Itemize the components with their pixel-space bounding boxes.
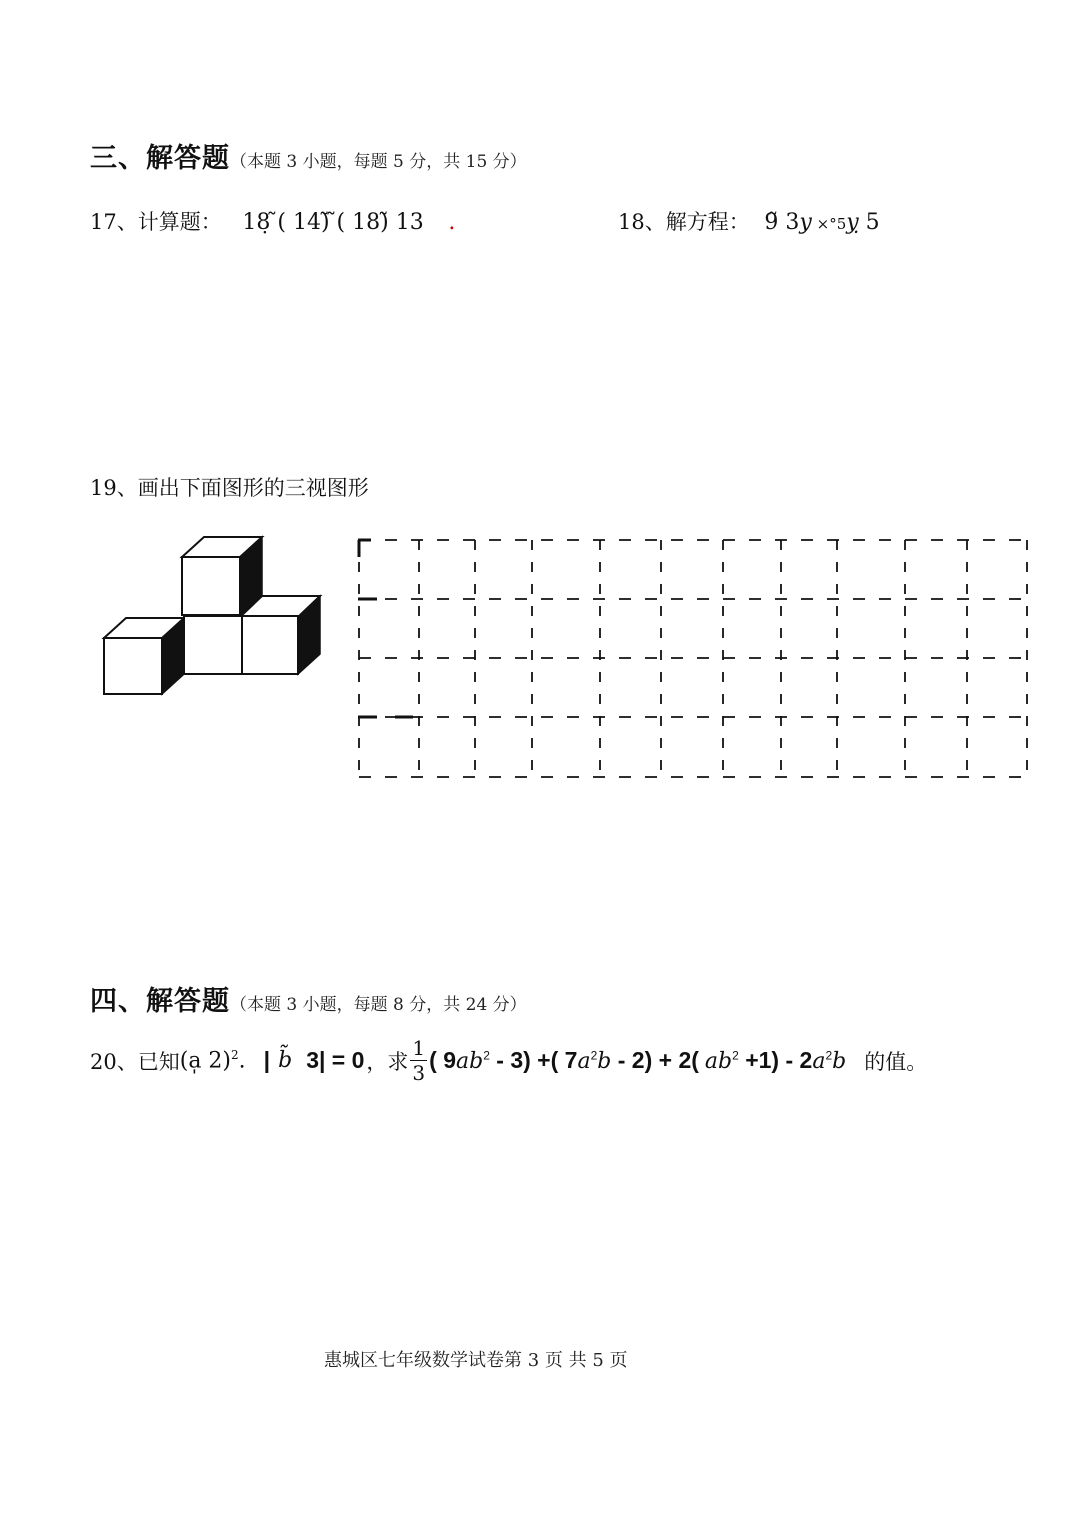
page-footer: 惠城区七年级数学试卷第 3 页 共 5 页 [324, 1350, 628, 1371]
grid-horizontal-lines [359, 540, 1029, 777]
q20-expression [429, 1047, 846, 1074]
q20-part1: (a̩ 2) [179, 1048, 232, 1074]
right-cube-front-face [242, 616, 298, 674]
grid-vertical-lines [359, 540, 1027, 780]
section-4-note: （本题 3 小题，每题 8 分，共 24 分） [230, 995, 527, 1015]
question-18 [618, 206, 880, 236]
dashed-grid [355, 535, 1031, 785]
q20-a: a [577, 1049, 591, 1074]
section-3-header [90, 136, 527, 175]
q20-b2: b [832, 1049, 847, 1074]
question-17-expression: 18̣ ̃( 14)̃ ̃( 18)̃ 13 [242, 210, 424, 235]
q20-b: b [597, 1049, 612, 1074]
left-cube-front-face [104, 638, 162, 694]
q20-ab2: ab [704, 1049, 733, 1074]
question-19-label: 19、画出下面图形的三视图形 [90, 476, 369, 500]
q20-ab: ab [456, 1049, 484, 1074]
section-3-title: 三、解答题 [90, 143, 230, 174]
q20-expr-d: +1) - 2 [738, 1047, 813, 1073]
q20-a2: a [812, 1049, 826, 1074]
q20-sq3: 2 [590, 1048, 598, 1063]
question-20 [90, 1036, 927, 1085]
q20-frac-den: 3 [412, 1061, 426, 1085]
grid-corner-marks [358, 540, 413, 717]
q20-sq: 2 [231, 1047, 239, 1062]
q20-condition-square [180, 1048, 246, 1073]
q20-fraction [410, 1036, 427, 1085]
cube-figure [100, 532, 325, 698]
question-17-label: 17、计算题： [90, 210, 222, 234]
q20-sq5: 2 [825, 1048, 833, 1063]
section-4-title: 四、解答题 [90, 986, 230, 1017]
q18-suffix: 5 [858, 210, 880, 235]
question-17-dot: . [448, 210, 456, 235]
q18-var-y: y [799, 210, 812, 235]
q18-mid: ×°5 [811, 215, 847, 233]
q20-expr-a: ( 9 [429, 1047, 456, 1073]
q20-abs-rest: 3| = 0 [306, 1047, 365, 1073]
question-18-expression [764, 210, 879, 235]
q20-sq4: 2 [732, 1048, 739, 1063]
q20-ask: ，求 [366, 1049, 409, 1074]
question-20-label: 20、已知 [90, 1049, 180, 1074]
q20-b-tilde: b̃ [278, 1048, 293, 1073]
question-17 [90, 206, 455, 236]
q18-expr-prefix: 9̃ 3 [764, 210, 800, 235]
q20-part1b: . [238, 1048, 246, 1074]
q20-frac-num: 1 [412, 1036, 426, 1060]
q18-var-y2: ỵ [846, 210, 859, 235]
q20-sq2: 2 [483, 1048, 490, 1063]
middle-cube-front-face [184, 616, 242, 674]
q20-abs-open: | [263, 1047, 271, 1073]
q20-tail: 的值。 [864, 1049, 928, 1074]
section-4-header [90, 979, 527, 1018]
section-3-note: （本题 3 小题，每题 5 分，共 15 分） [230, 152, 527, 172]
question-18-label: 18、解方程： [618, 210, 750, 234]
q20-expr-c: - 2) + 2( [611, 1047, 699, 1073]
top-cube-front-face [182, 557, 240, 615]
q20-expr-b: - 3) +( 7 [489, 1047, 578, 1073]
